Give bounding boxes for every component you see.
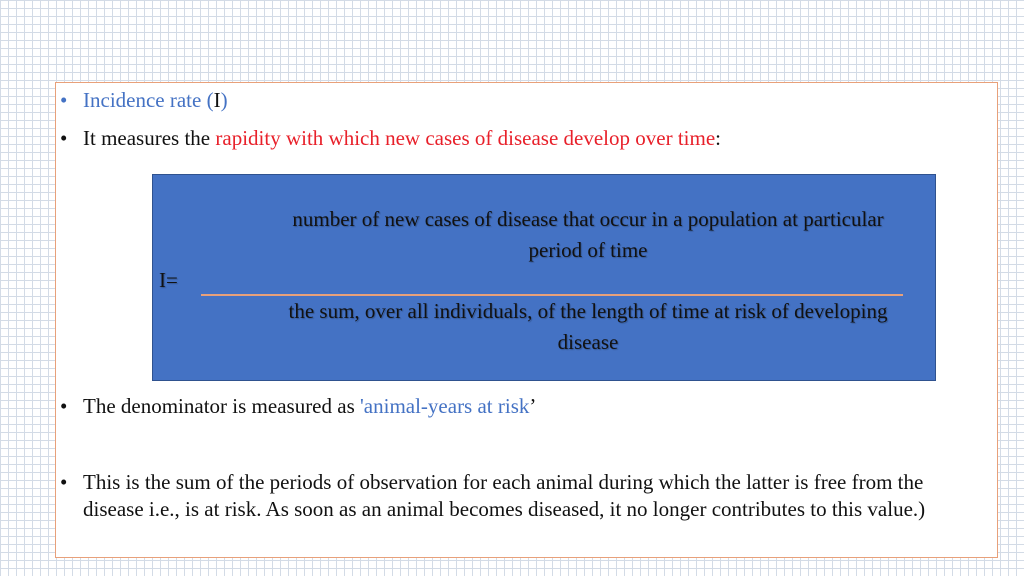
incidence-rate-symbol: I xyxy=(213,88,221,112)
measures-intro: It measures the xyxy=(83,126,216,150)
bullet-text: This is the sum of the periods of observation for each animal during which the latter is free from the disease i.e., is at risk. As soon as an animal becomes diseased, it no longer contributes to this value.) xyxy=(83,470,926,521)
denominator-quote: ’ xyxy=(529,394,537,418)
bullet-marker: • xyxy=(60,88,68,112)
bullet-text xyxy=(83,393,536,420)
measures-highlight: rapidity with which new cases of disease develop over time xyxy=(215,126,716,150)
bullet-measures xyxy=(58,125,721,152)
measures-colon: : xyxy=(715,126,721,150)
incidence-rate-close: ) xyxy=(220,88,228,112)
formula-denominator: the sum, over all individuals, of the length of time at risk of developing disease xyxy=(288,299,888,354)
denominator-highlight: 'animal-years at risk xyxy=(360,394,530,418)
formula-numerator: number of new cases of disease that occur in a population at particular period of time xyxy=(292,207,884,262)
bullet-text xyxy=(83,87,228,114)
bullet-marker: • xyxy=(60,470,68,494)
denominator-intro: The denominator is measured as xyxy=(83,394,360,418)
bullet-denominator xyxy=(58,393,536,420)
formula-label: I= xyxy=(159,268,178,292)
formula-box xyxy=(152,174,936,381)
bullet-marker: • xyxy=(60,126,68,150)
bullet-sum-periods xyxy=(58,469,978,523)
bullet-text xyxy=(83,125,721,152)
incidence-rate-label: Incidence rate ( xyxy=(83,88,214,112)
bullet-marker: • xyxy=(60,394,68,418)
bullet-incidence-rate xyxy=(58,87,228,114)
